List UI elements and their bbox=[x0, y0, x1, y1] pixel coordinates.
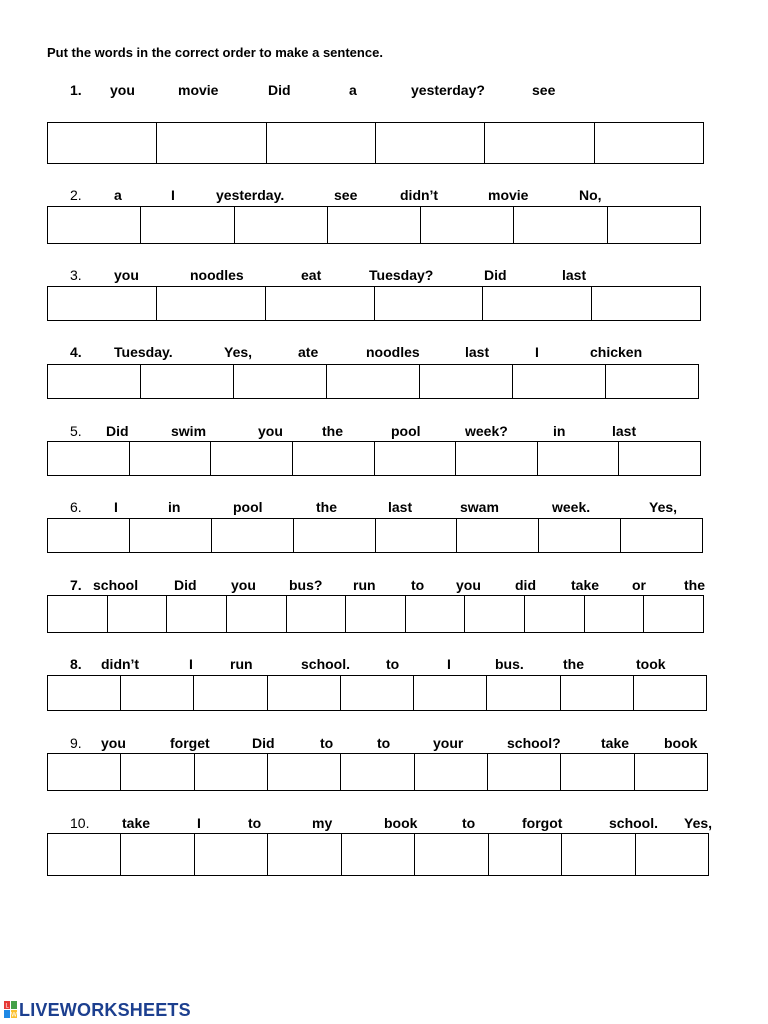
answer-box[interactable] bbox=[129, 441, 211, 476]
answer-box[interactable] bbox=[226, 595, 287, 633]
word-tile[interactable]: you bbox=[114, 267, 139, 283]
answer-box[interactable] bbox=[464, 595, 525, 633]
word-tile[interactable]: Did bbox=[268, 82, 291, 98]
answer-box[interactable] bbox=[47, 833, 121, 876]
answer-box[interactable] bbox=[513, 206, 608, 244]
word-tile[interactable]: see bbox=[532, 82, 556, 98]
answer-box[interactable] bbox=[340, 753, 415, 791]
word-tile[interactable]: I bbox=[197, 815, 201, 831]
answer-box[interactable] bbox=[455, 441, 538, 476]
word-tile[interactable]: took bbox=[636, 656, 666, 672]
brand-name: LIVEWORKSHEETS bbox=[19, 999, 191, 1020]
exercise-number: 3. bbox=[70, 267, 82, 283]
word-tile[interactable]: movie bbox=[178, 82, 219, 98]
answer-box[interactable] bbox=[47, 441, 130, 476]
word-tile[interactable]: you bbox=[110, 82, 135, 98]
answer-box[interactable] bbox=[524, 595, 585, 633]
word-tile[interactable]: to bbox=[377, 735, 391, 751]
answer-box[interactable] bbox=[140, 364, 234, 399]
answer-box[interactable] bbox=[605, 364, 699, 399]
exercise-number: 6. bbox=[70, 499, 82, 515]
word-tile[interactable]: I bbox=[535, 344, 539, 360]
answer-box[interactable] bbox=[267, 753, 341, 791]
word-tile[interactable]: the bbox=[316, 499, 337, 515]
exercise-number: 10. bbox=[70, 815, 90, 831]
word-tile[interactable]: to bbox=[411, 577, 425, 593]
answer-box[interactable] bbox=[414, 753, 488, 791]
answer-box[interactable] bbox=[420, 206, 514, 244]
word-tile[interactable]: a bbox=[114, 187, 122, 203]
answer-box[interactable] bbox=[561, 833, 636, 876]
word-tile[interactable]: yesterday. bbox=[216, 187, 285, 203]
word-tile[interactable]: last bbox=[612, 423, 637, 439]
answer-box[interactable] bbox=[129, 518, 212, 553]
answer-box[interactable] bbox=[293, 518, 376, 553]
exercise-number: 5. bbox=[70, 423, 82, 439]
word-tile[interactable]: swam bbox=[460, 499, 499, 515]
word-tile[interactable]: Yes, bbox=[649, 499, 678, 515]
answer-box[interactable] bbox=[643, 595, 704, 633]
answer-box[interactable] bbox=[156, 122, 267, 164]
word-tile[interactable]: to bbox=[462, 815, 476, 831]
word-tile[interactable]: book bbox=[664, 735, 698, 751]
answer-box[interactable] bbox=[607, 206, 701, 244]
word-tile[interactable]: yesterday? bbox=[411, 82, 485, 98]
answer-box[interactable] bbox=[584, 595, 644, 633]
word-tile[interactable]: chicken bbox=[590, 344, 643, 360]
answer-box[interactable] bbox=[47, 206, 141, 244]
exercise-number: 8. bbox=[70, 656, 82, 672]
word-tile[interactable]: take bbox=[122, 815, 151, 831]
word-tile[interactable]: take bbox=[571, 577, 600, 593]
word-tile[interactable]: Did bbox=[252, 735, 275, 751]
word-tile[interactable]: to bbox=[320, 735, 334, 751]
answer-box[interactable] bbox=[635, 833, 709, 876]
answer-box[interactable] bbox=[419, 364, 513, 399]
answer-box[interactable] bbox=[166, 595, 227, 633]
word-tile[interactable]: noodles bbox=[190, 267, 244, 283]
word-tile[interactable]: Did bbox=[106, 423, 129, 439]
word-tile[interactable]: in bbox=[168, 499, 181, 515]
answer-box[interactable] bbox=[413, 675, 487, 711]
word-tile[interactable]: a bbox=[349, 82, 357, 98]
word-tile[interactable]: the bbox=[563, 656, 584, 672]
answer-box[interactable] bbox=[120, 675, 194, 711]
answer-box[interactable] bbox=[234, 206, 328, 244]
answer-box[interactable] bbox=[210, 441, 293, 476]
word-tile[interactable]: take bbox=[601, 735, 630, 751]
word-tile[interactable]: in bbox=[553, 423, 566, 439]
answer-box[interactable] bbox=[267, 833, 342, 876]
answer-box[interactable] bbox=[538, 518, 621, 553]
answer-box[interactable] bbox=[375, 122, 485, 164]
word-tile[interactable]: noodles bbox=[366, 344, 420, 360]
answer-box[interactable] bbox=[456, 518, 539, 553]
exercise-number: 7. bbox=[70, 577, 82, 593]
answer-box[interactable] bbox=[634, 753, 708, 791]
word-tile[interactable]: you bbox=[258, 423, 283, 439]
word-tile[interactable]: bus. bbox=[495, 656, 524, 672]
word-tile[interactable]: my bbox=[312, 815, 333, 831]
instructions: Put the words in the correct order to make a sentence. bbox=[47, 45, 383, 60]
word-tile[interactable]: to bbox=[248, 815, 262, 831]
answer-box[interactable] bbox=[47, 364, 141, 399]
answer-box[interactable] bbox=[591, 286, 701, 321]
answer-box[interactable] bbox=[120, 753, 195, 791]
word-tile[interactable]: week? bbox=[465, 423, 508, 439]
word-tile[interactable]: pool bbox=[391, 423, 421, 439]
svg-text:W: W bbox=[11, 1011, 17, 1019]
answer-box[interactable] bbox=[47, 122, 157, 164]
word-tile[interactable]: Did bbox=[484, 267, 507, 283]
answer-box[interactable] bbox=[405, 595, 465, 633]
answer-box[interactable] bbox=[47, 518, 130, 553]
word-tile[interactable]: didn’t bbox=[101, 656, 140, 672]
word-tile[interactable]: book bbox=[384, 815, 418, 831]
exercise-number: 9. bbox=[70, 735, 82, 751]
word-tile[interactable]: school. bbox=[609, 815, 659, 831]
liveworksheets-logo-icon bbox=[4, 1001, 18, 1019]
word-tile[interactable]: you bbox=[231, 577, 256, 593]
word-tile[interactable]: run bbox=[230, 656, 253, 672]
answer-box[interactable] bbox=[374, 286, 483, 321]
word-tile[interactable]: run bbox=[353, 577, 376, 593]
word-tile[interactable]: to bbox=[386, 656, 400, 672]
answer-box[interactable] bbox=[375, 518, 457, 553]
answer-box[interactable] bbox=[47, 675, 121, 711]
word-tile[interactable]: Yes, bbox=[684, 815, 713, 831]
answer-box[interactable] bbox=[47, 753, 121, 791]
exercise-number: 1. bbox=[70, 82, 82, 98]
answer-box[interactable] bbox=[487, 753, 561, 791]
answer-box[interactable] bbox=[560, 753, 635, 791]
word-tile[interactable]: I bbox=[114, 499, 118, 515]
word-tile[interactable]: movie bbox=[488, 187, 529, 203]
answer-box[interactable] bbox=[47, 286, 157, 321]
word-tile[interactable]: last bbox=[562, 267, 587, 283]
word-tile[interactable]: see bbox=[334, 187, 358, 203]
word-tile[interactable]: you bbox=[456, 577, 481, 593]
answer-box[interactable] bbox=[482, 286, 592, 321]
word-tile[interactable]: school. bbox=[301, 656, 351, 672]
answer-box[interactable] bbox=[233, 364, 327, 399]
answer-box[interactable] bbox=[47, 595, 108, 633]
word-tile[interactable]: eat bbox=[301, 267, 322, 283]
word-tile[interactable]: school? bbox=[507, 735, 561, 751]
answer-box[interactable] bbox=[266, 122, 376, 164]
answer-box[interactable] bbox=[486, 675, 561, 711]
word-tile[interactable]: No, bbox=[579, 187, 602, 203]
answer-box[interactable] bbox=[193, 675, 268, 711]
answer-box[interactable] bbox=[120, 833, 195, 876]
word-tile[interactable]: did bbox=[515, 577, 536, 593]
answer-box[interactable] bbox=[265, 286, 375, 321]
answer-box[interactable] bbox=[618, 441, 701, 476]
answer-box[interactable] bbox=[488, 833, 562, 876]
answer-box[interactable] bbox=[345, 595, 406, 633]
answer-box[interactable] bbox=[594, 122, 704, 164]
answer-box[interactable] bbox=[156, 286, 266, 321]
answer-box[interactable] bbox=[414, 833, 489, 876]
exercise-number: 2. bbox=[70, 187, 82, 203]
word-tile[interactable]: forget bbox=[170, 735, 210, 751]
answer-box[interactable] bbox=[194, 833, 268, 876]
word-tile[interactable]: I bbox=[189, 656, 193, 672]
answer-box[interactable] bbox=[537, 441, 619, 476]
word-tile[interactable]: Did bbox=[174, 577, 197, 593]
word-tile[interactable]: bus? bbox=[289, 577, 323, 593]
answer-box[interactable] bbox=[620, 518, 703, 553]
word-tile[interactable]: school bbox=[93, 577, 139, 593]
word-tile[interactable]: last bbox=[465, 344, 490, 360]
word-tile[interactable]: I bbox=[447, 656, 451, 672]
exercise-number: 4. bbox=[70, 344, 82, 360]
answer-box[interactable] bbox=[194, 753, 268, 791]
answer-box[interactable] bbox=[107, 595, 167, 633]
word-tile[interactable]: Tuesday. bbox=[114, 344, 173, 360]
answer-box[interactable] bbox=[211, 518, 294, 553]
answer-box[interactable] bbox=[292, 441, 375, 476]
answer-box[interactable] bbox=[340, 675, 414, 711]
word-tile[interactable]: the bbox=[322, 423, 343, 439]
answer-box[interactable] bbox=[326, 364, 420, 399]
word-tile[interactable]: pool bbox=[233, 499, 263, 515]
word-tile[interactable]: I bbox=[171, 187, 175, 203]
answer-box[interactable] bbox=[140, 206, 235, 244]
word-tile[interactable]: Yes, bbox=[224, 344, 253, 360]
answer-box[interactable] bbox=[512, 364, 606, 399]
answer-box[interactable] bbox=[267, 675, 341, 711]
answer-box[interactable] bbox=[484, 122, 595, 164]
svg-text:L: L bbox=[5, 1002, 9, 1010]
word-tile[interactable]: Tuesday? bbox=[369, 267, 434, 283]
answer-box[interactable] bbox=[560, 675, 634, 711]
word-tile[interactable]: you bbox=[101, 735, 126, 751]
word-tile[interactable]: week. bbox=[552, 499, 591, 515]
liveworksheets-logo[interactable] bbox=[4, 1000, 191, 1020]
word-tile[interactable]: didn’t bbox=[400, 187, 439, 203]
word-tile[interactable]: the bbox=[684, 577, 705, 593]
word-tile[interactable]: or bbox=[632, 577, 646, 593]
word-tile[interactable]: last bbox=[388, 499, 413, 515]
answer-box[interactable] bbox=[374, 441, 456, 476]
word-tile[interactable]: swim bbox=[171, 423, 207, 439]
answer-box[interactable] bbox=[286, 595, 346, 633]
word-tile[interactable]: your bbox=[433, 735, 464, 751]
answer-box[interactable] bbox=[327, 206, 421, 244]
answer-box[interactable] bbox=[633, 675, 707, 711]
word-tile[interactable]: ate bbox=[298, 344, 319, 360]
word-tile[interactable]: forgot bbox=[522, 815, 563, 831]
answer-box[interactable] bbox=[341, 833, 415, 876]
